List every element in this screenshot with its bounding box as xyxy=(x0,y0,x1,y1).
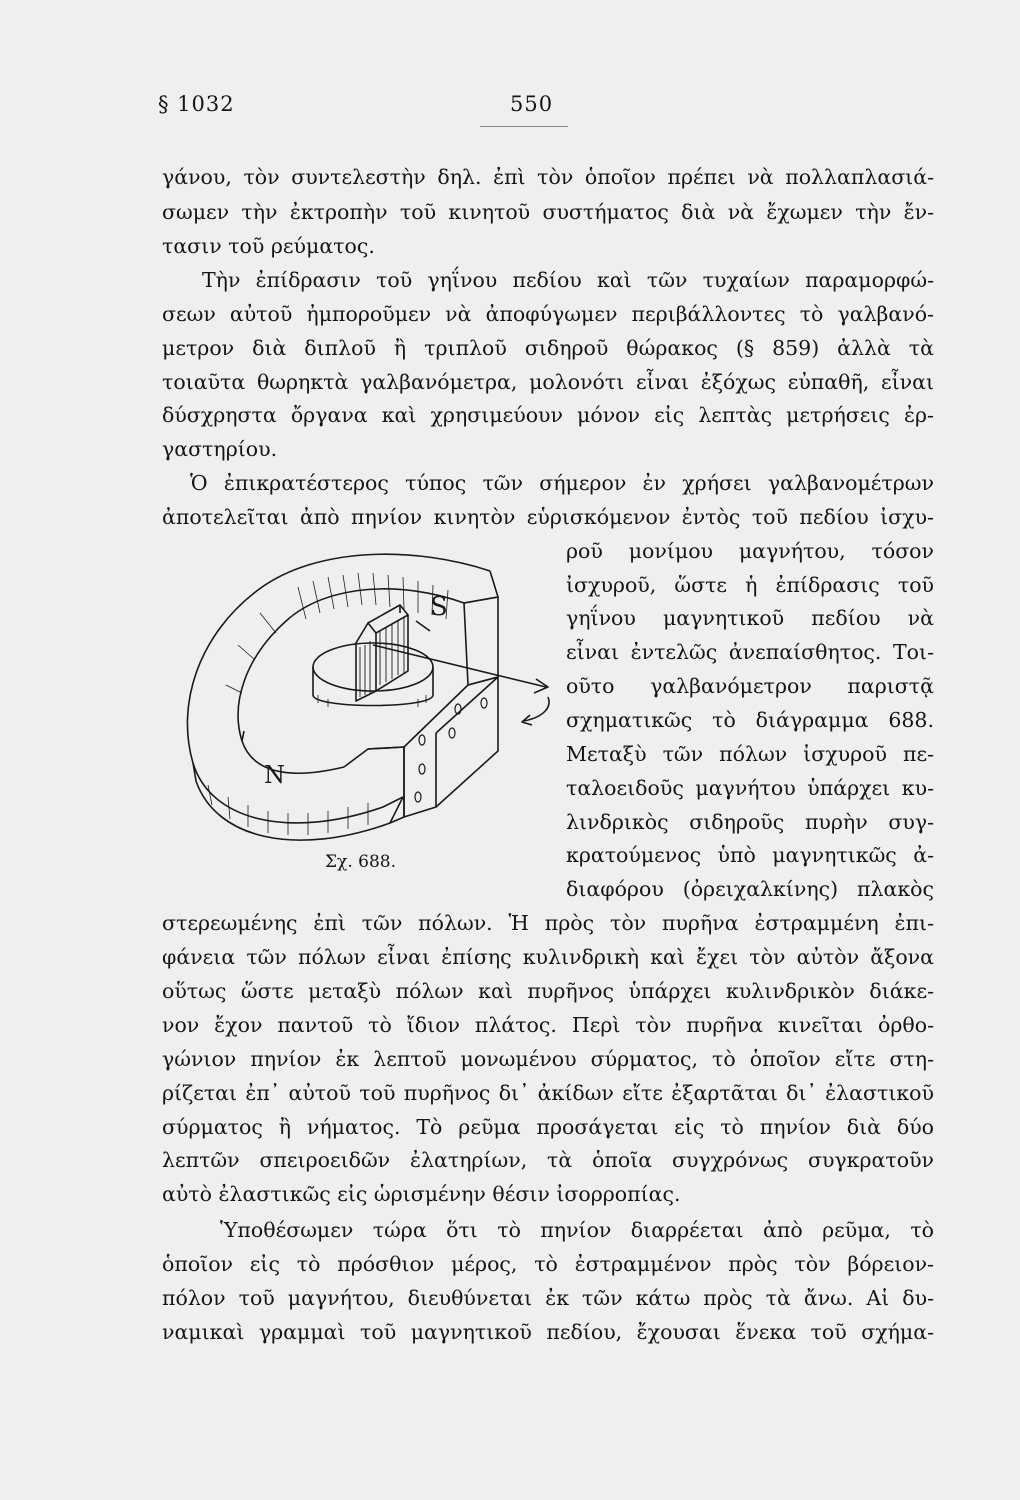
text-line: ναμικαὶ γραμμαὶ τοῦ μαγνητικοῦ πεδίου, ἔχουσαι ἕνεκα τοῦ σχήμα- xyxy=(162,1320,934,1344)
text-line: πόλον τοῦ μαγνήτου, διευθύνεται ἐκ τῶν κάτω πρὸς τὰ ἄνω. Αἱ δυ- xyxy=(162,1286,934,1310)
text-line: Ὁ ἐπικρατέστερος τύπος τῶν σήμερον ἐν χρήσει γαλβανομέτρων xyxy=(190,471,934,495)
text-line: φάνεια τῶν πόλων εἶναι ἐπίσης κυλινδρικὴ καὶ ἔχει τὸν αὐτὸν ἄξονα xyxy=(162,945,934,969)
pole-label-north: N xyxy=(264,761,285,789)
text-line: τασιν τοῦ ρεύματος. xyxy=(162,234,375,258)
text-line: σύρματος ἢ νήματος. Τὸ ρεῦμα προσάγεται εἰς τὸ πηνίον διὰ δύο xyxy=(162,1115,934,1139)
text-line: σχηματικῶς τὸ διάγραμμα 688. xyxy=(566,708,934,732)
text-line: γώνιον πηνίον ἐκ λεπτοῦ μονωμένου σύρματος, τὸ ὁποῖον εἴτε στη- xyxy=(162,1047,934,1071)
text-line: σωμεν τὴν ἐκτροπὴν τοῦ κινητοῦ συστήματος διὰ νὰ ἔχωμεν τὴν ἔν- xyxy=(162,200,934,224)
text-line: γηΐνου μαγνητικοῦ πεδίου νὰ xyxy=(566,606,934,630)
text-line: διαφόρου (ὀρειχαλκίνης) πλακὸς xyxy=(566,877,934,901)
text-line: κρατούμενος ὑπὸ μαγνητικῶς ἀ- xyxy=(566,843,934,867)
text-line: Τὴν ἐπίδρασιν τοῦ γηΐνου πεδίου καὶ τῶν τυχαίων παραμορφώ- xyxy=(202,268,934,292)
text-line: Ὑποθέσωμεν τώρα ὅτι τὸ πηνίον διαρρέεται ἀπὸ ρεῦμα, τὸ xyxy=(220,1218,934,1242)
text-line: γαστηρίου. xyxy=(162,437,278,461)
pointer-needle xyxy=(373,645,546,687)
text-line: ἰσχυροῦ, ὥστε ἡ ἐπίδρασις τοῦ xyxy=(566,573,934,597)
text-line: δύσχρηστα ὄργανα καὶ χρησιμεύουν μόνον εἰς λεπτὰς μετρήσεις ἐρ- xyxy=(162,403,934,427)
pole-label-south: S xyxy=(430,592,448,622)
text-line: μετρον διὰ διπλοῦ ἢ τριπλοῦ σιδηροῦ θώρακος (§ 859) ἀλλὰ τὰ xyxy=(162,336,934,360)
text-line: οὕτως ὥστε μεταξὺ πόλων καὶ πυρῆνος ὑπάρχει κυλινδρικὸν διάκε- xyxy=(162,979,934,1003)
header-rule xyxy=(480,126,568,127)
iron-core-top xyxy=(313,643,433,691)
text-line: ρίζεται ἐπ᾽ αὐτοῦ τοῦ πυρῆνος δι᾽ ἀκίδων εἴτε ἐξαρτᾶται δι᾽ ἐλαστικοῦ xyxy=(162,1081,934,1105)
text-line: ὁποῖον εἰς τὸ πρόσθιον μέρος, τὸ ἐστραμμένον πρὸς τὸν βόρειον- xyxy=(162,1252,934,1276)
text-line: εἶναι ἐντελῶς ἀνεπαίσθητος. Τοι- xyxy=(566,640,934,664)
text-line: ἀποτελεῖται ἀπὸ πηνίον κινητὸν εὑρισκόμενον ἐντὸς τοῦ πεδίου ἰσχυ- xyxy=(162,505,934,529)
text-line: νον ἔχον παντοῦ τὸ ἴδιον πλάτος. Περὶ τὸν πυρῆνα κινεῖται ὀρθο- xyxy=(162,1013,934,1037)
text-line: Μεταξὺ τῶν πόλων ἰσχυροῦ πε- xyxy=(566,742,934,766)
section-reference: § 1032 xyxy=(158,92,235,116)
text-line: ταλοειδοῦς μαγνήτου ὑπάρχει κυ- xyxy=(566,776,934,800)
iron-core-side xyxy=(313,667,433,706)
text-line: στερεωμένης ἐπὶ τῶν πόλων. Ἡ πρὸς τὸν πυρῆνα ἐστραμμένη ἐπι- xyxy=(162,911,934,935)
text-line: γάνου, τὸν συντελεστὴν δηλ. ἐπὶ τὸν ὁποῖον πρέπει νὰ πολλαπλασιά- xyxy=(162,165,934,189)
text-line: αὐτὸ ἐλαστικῶς εἰς ὡρισμένην θέσιν ἰσορροπίας. xyxy=(162,1182,681,1206)
text-line: λεπτῶν σπειροειδῶν ἐλατηρίων, τὰ ὁποῖα συγχρόνως συγκρατοῦν xyxy=(162,1148,934,1172)
coil-frame xyxy=(368,605,408,633)
text-line: ροῦ μονίμου μαγνήτου, τόσον xyxy=(566,539,934,563)
pole-block-lower xyxy=(404,733,436,817)
text-line: οῦτο γαλβανόμετρον παριστᾷ xyxy=(566,674,934,698)
text-line: τοιαῦτα θωρηκτὰ γαλβανόμετρα, μολονότι εἶναι ἐξόχως εὐπαθῆ, εἶναι xyxy=(162,370,934,394)
galvanometer-figure xyxy=(168,535,568,875)
page-number: 550 xyxy=(510,92,554,116)
text-line: σεων αὐτοῦ ἠμποροῦμεν νὰ ἀποφύγωμεν περιβάλλοντες τὸ γαλβανό- xyxy=(162,302,934,326)
figure-caption: Σχ. 688. xyxy=(325,852,396,872)
text-line: λινδρικὸς σιδηροῦς πυρὴν συγ- xyxy=(566,810,934,834)
